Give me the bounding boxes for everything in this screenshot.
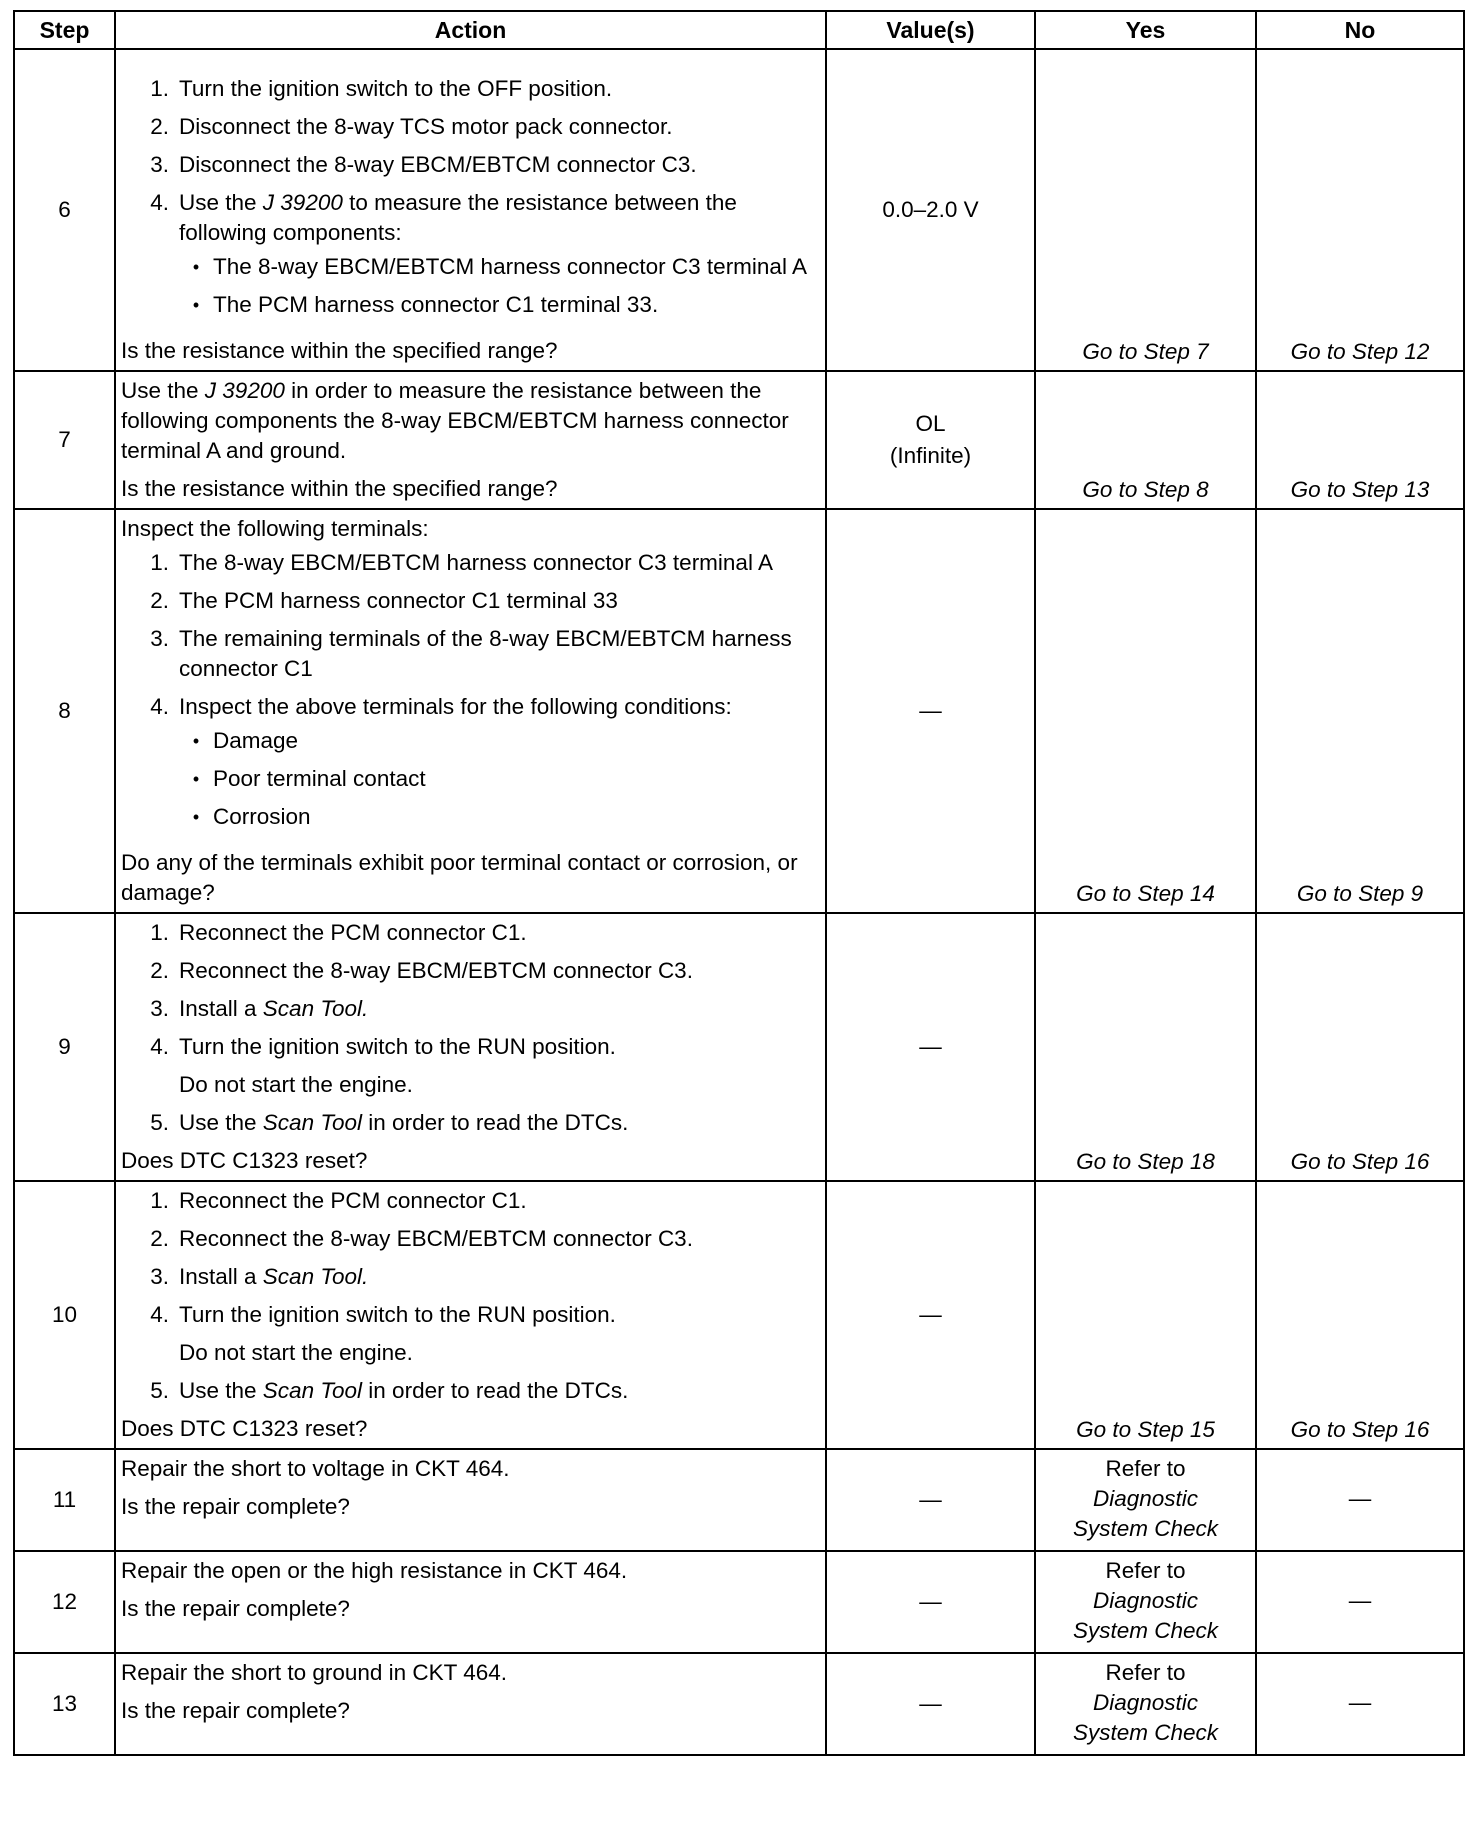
tool-name: J 39200 xyxy=(262,190,343,215)
note-text: Do not start the engine. xyxy=(179,1340,413,1365)
question-text: Is the resistance within the specified range? xyxy=(121,476,558,501)
table-row xyxy=(14,913,1464,1181)
list-item: 2. The PCM harness connector C1 terminal 33 xyxy=(150,588,618,613)
list-item: 1. Reconnect the PCM connector C1. xyxy=(150,920,527,945)
action-cell xyxy=(115,1181,826,1449)
table-row xyxy=(14,1551,1464,1653)
bullet-item: • The 8-way EBCM/EBTCM harness connector C3 terminal A xyxy=(192,254,807,279)
step-number: 9 xyxy=(14,913,115,1181)
table-row xyxy=(14,49,1464,371)
value-cell: — xyxy=(826,509,1035,913)
table-row xyxy=(14,371,1464,509)
question-text: Do any of the terminals exhibit poor terminal contact or corrosion, or damage? xyxy=(121,850,798,905)
list-item: 3. Disconnect the 8-way EBCM/EBTCM connector C3. xyxy=(150,152,697,177)
bullet-item: • Damage xyxy=(192,728,299,753)
step-number: 11 xyxy=(14,1449,115,1551)
step-number: 8 xyxy=(14,509,115,913)
header-yes: Yes xyxy=(1035,11,1256,49)
action-cell xyxy=(115,509,826,913)
list-item: 5. Use the Scan Tool in order to read the DTCs. xyxy=(150,1378,629,1403)
yes-cell: Go to Step 8 xyxy=(1035,371,1256,509)
list-item: 1. Turn the ignition switch to the OFF position. xyxy=(150,76,613,101)
question-text: Is the resistance within the specified range? xyxy=(121,338,558,363)
value-cell: — xyxy=(826,1653,1035,1755)
list-item: 5. Use the Scan Tool in order to read the DTCs. xyxy=(150,1110,629,1135)
yes-cell: Go to Step 15 xyxy=(1035,1181,1256,1449)
list-item: 3. Install a Scan Tool. xyxy=(150,1264,369,1289)
tool-name: Scan Tool. xyxy=(262,1264,369,1289)
step-number: 7 xyxy=(14,371,115,509)
list-item: 4. Turn the ignition switch to the RUN position. xyxy=(150,1034,616,1059)
header-row xyxy=(14,11,1464,49)
list-item: 4. Turn the ignition switch to the RUN position. xyxy=(150,1302,616,1327)
question-text: Is the repair complete? xyxy=(121,1596,350,1621)
header-value: Value(s) xyxy=(826,11,1035,49)
diagnostic-reference: Refer to Diagnostic System Check xyxy=(1072,1659,1219,1745)
bullet-item: • Corrosion xyxy=(192,804,311,829)
diagnostic-reference: Refer to Diagnostic System Check xyxy=(1072,1455,1219,1541)
action-text: Use the J 39200 in order to measure the resistance between the following components the 8-way EBCM/EBTCM harness connector terminal A and ground. xyxy=(121,378,789,463)
action-cell xyxy=(115,1653,826,1755)
no-cell: — xyxy=(1256,1653,1464,1755)
no-cell: Go to Step 16 xyxy=(1256,1181,1464,1449)
list-item: 2. Reconnect the 8-way EBCM/EBTCM connector C3. xyxy=(150,958,693,983)
question-text: Is the repair complete? xyxy=(121,1698,350,1723)
value-cell: — xyxy=(826,1449,1035,1551)
yes-cell: Go to Step 14 xyxy=(1035,509,1256,913)
no-cell: Go to Step 16 xyxy=(1256,913,1464,1181)
action-cell xyxy=(115,371,826,509)
no-cell: Go to Step 12 xyxy=(1256,49,1464,371)
no-cell: — xyxy=(1256,1449,1464,1551)
no-cell: — xyxy=(1256,1551,1464,1653)
header-no: No xyxy=(1256,11,1464,49)
action-cell xyxy=(115,1551,826,1653)
action-cell xyxy=(115,1449,826,1551)
yes-cell xyxy=(1035,1551,1256,1653)
header-step: Step xyxy=(14,11,115,49)
value-cell: — xyxy=(826,1551,1035,1653)
tool-name: Scan Tool. xyxy=(262,996,369,1021)
bullet-item: • The PCM harness connector C1 terminal 33. xyxy=(192,292,659,317)
yes-cell xyxy=(1035,1449,1256,1551)
question-text: Does DTC C1323 reset? xyxy=(121,1416,368,1441)
value-cell: — xyxy=(826,1181,1035,1449)
bullet-item: • Poor terminal contact xyxy=(192,766,426,791)
action-cell xyxy=(115,913,826,1181)
list-item: 1. The 8-way EBCM/EBTCM harness connector C3 terminal A xyxy=(150,550,773,575)
table-row xyxy=(14,1449,1464,1551)
diagnostic-table xyxy=(13,10,1465,1756)
tool-name: J 39200 xyxy=(204,378,285,403)
table-row xyxy=(14,1181,1464,1449)
tool-name: Scan Tool xyxy=(262,1110,363,1135)
list-item: 3. The remaining terminals of the 8-way EBCM/EBTCM harness connector C1 xyxy=(150,626,792,681)
note-text: Do not start the engine. xyxy=(179,1072,413,1097)
action-text: Repair the open or the high resistance in CKT 464. xyxy=(121,1558,628,1583)
no-cell: Go to Step 9 xyxy=(1256,509,1464,913)
step-number: 6 xyxy=(14,49,115,371)
tool-name: Scan Tool xyxy=(262,1378,363,1403)
step-number: 12 xyxy=(14,1551,115,1653)
yes-cell: Go to Step 18 xyxy=(1035,913,1256,1181)
list-item: 4. Inspect the above terminals for the following conditions: • Damage • Poor terminal contact • Corrosion xyxy=(121,692,815,840)
action-cell xyxy=(115,49,826,371)
table-row xyxy=(14,509,1464,913)
step-number: 10 xyxy=(14,1181,115,1449)
no-cell: Go to Step 13 xyxy=(1256,371,1464,509)
table-row xyxy=(14,1653,1464,1755)
list-item: 2. Disconnect the 8-way TCS motor pack connector. xyxy=(150,114,673,139)
value-cell: 0.0–2.0 V xyxy=(826,49,1035,371)
list-item: 1. Reconnect the PCM connector C1. xyxy=(150,1188,527,1213)
yes-cell xyxy=(1035,1653,1256,1755)
question-text: Is the repair complete? xyxy=(121,1494,350,1519)
list-item: 2. Reconnect the 8-way EBCM/EBTCM connector C3. xyxy=(150,1226,693,1251)
action-text: Repair the short to ground in CKT 464. xyxy=(121,1660,508,1685)
yes-cell: Go to Step 7 xyxy=(1035,49,1256,371)
step-number: 13 xyxy=(14,1653,115,1755)
value-cell: OL (Infinite) xyxy=(826,371,1035,509)
list-item: 4. Use the J 39200 to measure the resistance between the following components: • The 8-way EBCM/EBTCM harness connector C3 terminal A • The PCM harness connector C1 terminal 33. xyxy=(121,188,815,328)
list-item: 3. Install a Scan Tool. xyxy=(150,996,369,1021)
header-action: Action xyxy=(115,11,826,49)
diagnostic-reference: Refer to Diagnostic System Check xyxy=(1072,1557,1219,1643)
action-text: Repair the short to voltage in CKT 464. xyxy=(121,1456,510,1481)
question-text: Does DTC C1323 reset? xyxy=(121,1148,368,1173)
value-cell: — xyxy=(826,913,1035,1181)
action-text: Inspect the following terminals: xyxy=(121,516,429,541)
